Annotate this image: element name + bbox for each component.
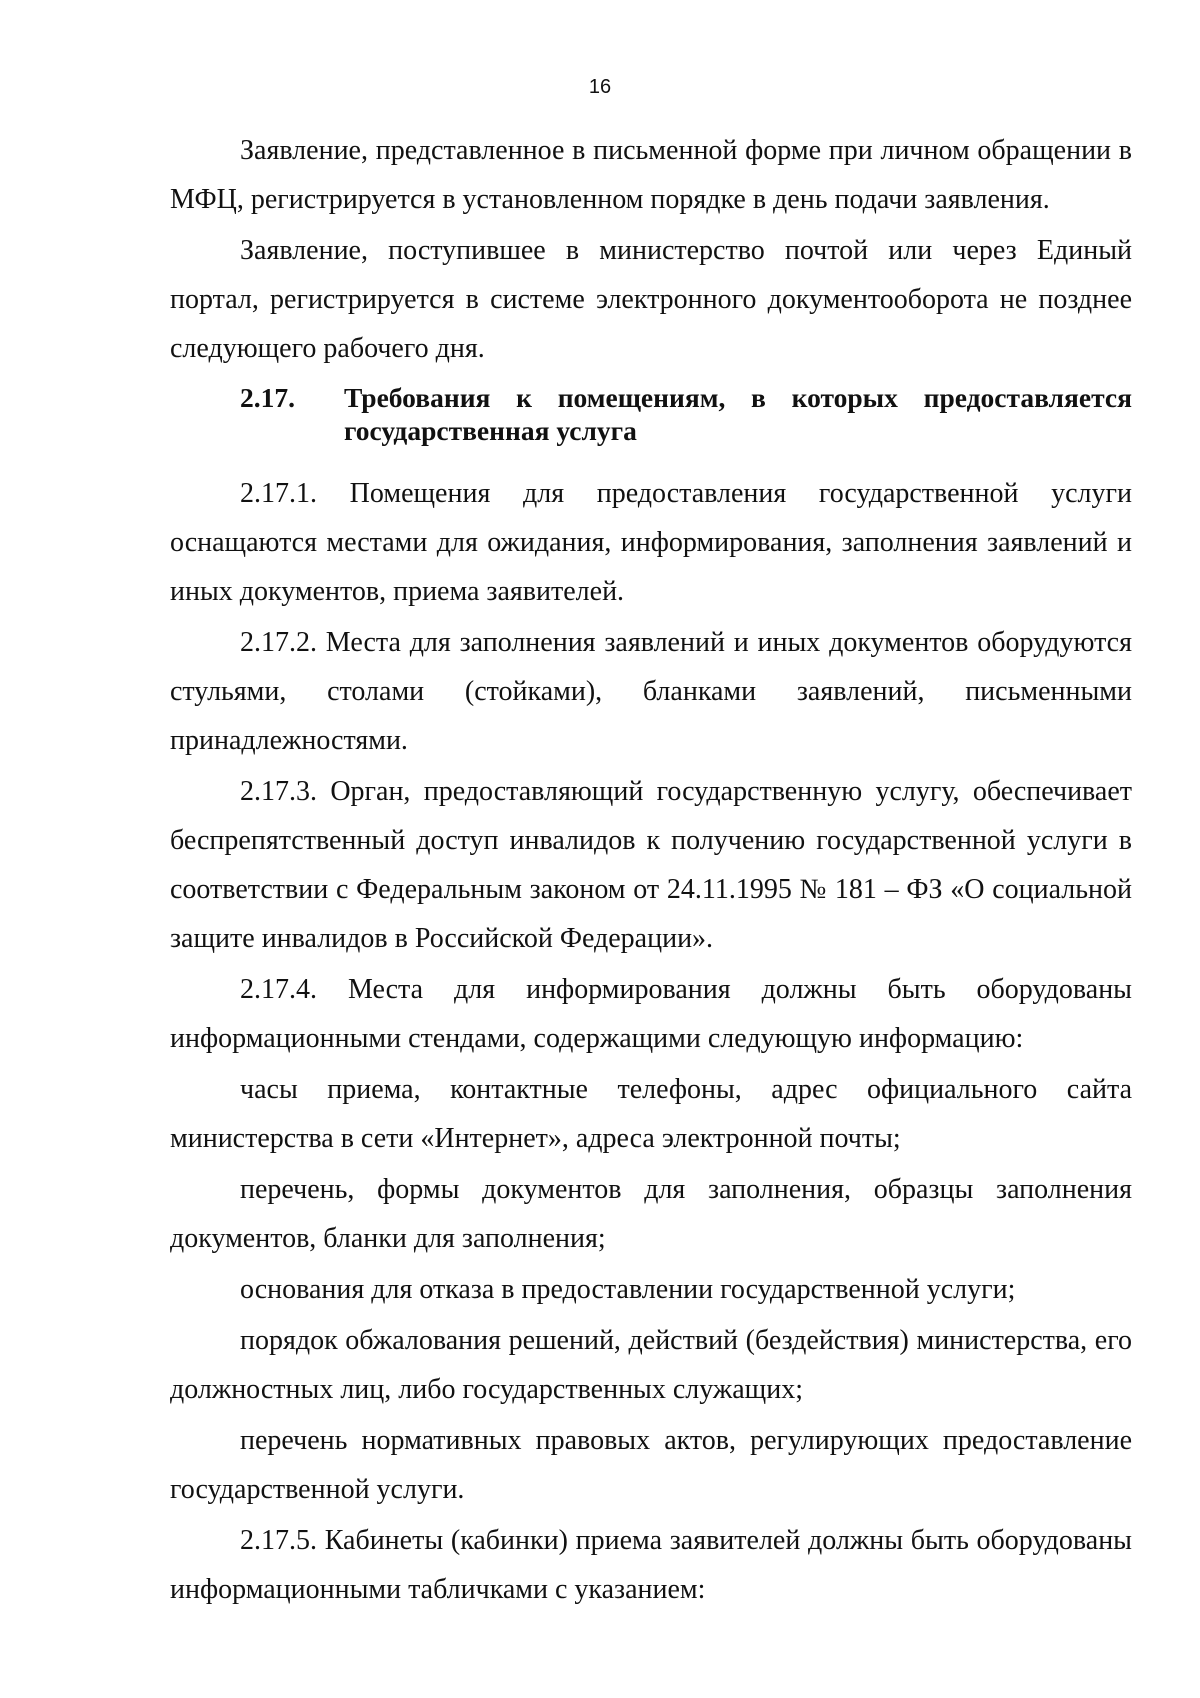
list-item-document-forms: перечень, формы документов для заполнения, образцы заполнения документов, бланки для заполнения; — [170, 1174, 1132, 1254]
list-item-appeal-procedure: порядок обжалования решений, действий (бездействия) министерства, его должностных лиц, либо государственных служащих; — [170, 1325, 1132, 1405]
section-heading — [170, 381, 1132, 447]
section-title: Требования к помещениям, в которых предоставляется государственная услуга — [344, 382, 1132, 446]
list-item-reception-hours: часы приема, контактные телефоны, адрес официального сайта министерства в сети «Интернет», адреса электронной почты; — [170, 1074, 1132, 1154]
paragraph-application-mfc: Заявление, представленное в письменной форме при личном обращении в МФЦ, регистрируется в установленном порядке в день подачи заявления. — [170, 135, 1132, 215]
page-number: 16 — [588, 76, 612, 98]
paragraph-2-17-3: 2.17.3. Орган, предоставляющий государственную услугу, обеспечивает беспрепятственный доступ инвалидов к получению государственной услуги в соответствии с Федеральным законом от 24.11.1995 № 181 – ФЗ «О социальной защите инвалидов в Российской Федерации». — [170, 776, 1132, 954]
document-body — [170, 126, 1132, 1616]
paragraph-2-17-4: 2.17.4. Места для информирования должны быть оборудованы информационными стендами, содержащими следующую информацию: — [170, 974, 1132, 1054]
list-item-legal-acts: перечень нормативных правовых актов, регулирующих предоставление государственной услуги. — [170, 1425, 1132, 1505]
list-item-refusal-grounds: основания для отказа в предоставлении государственной услуги; — [240, 1274, 1016, 1305]
section-number: 2.17. — [240, 382, 295, 413]
paragraph-application-mail-portal: Заявление, поступившее в министерство почтой или через Единый портал, регистрируется в системе электронного документооборота не позднее следующего рабочего дня. — [170, 235, 1132, 364]
paragraph-2-17-1: 2.17.1. Помещения для предоставления государственной услуги оснащаются местами для ожидания, информирования, заполнения заявлений и иных документов, приема заявителей. — [170, 478, 1132, 607]
paragraph-2-17-2: 2.17.2. Места для заполнения заявлений и иных документов оборудуются стульями, столами (стойками), бланками заявлений, письменными принадлежностями. — [170, 627, 1132, 756]
paragraph-2-17-5: 2.17.5. Кабинеты (кабинки) приема заявителей должны быть оборудованы информационными табличками с указанием: — [170, 1525, 1132, 1605]
